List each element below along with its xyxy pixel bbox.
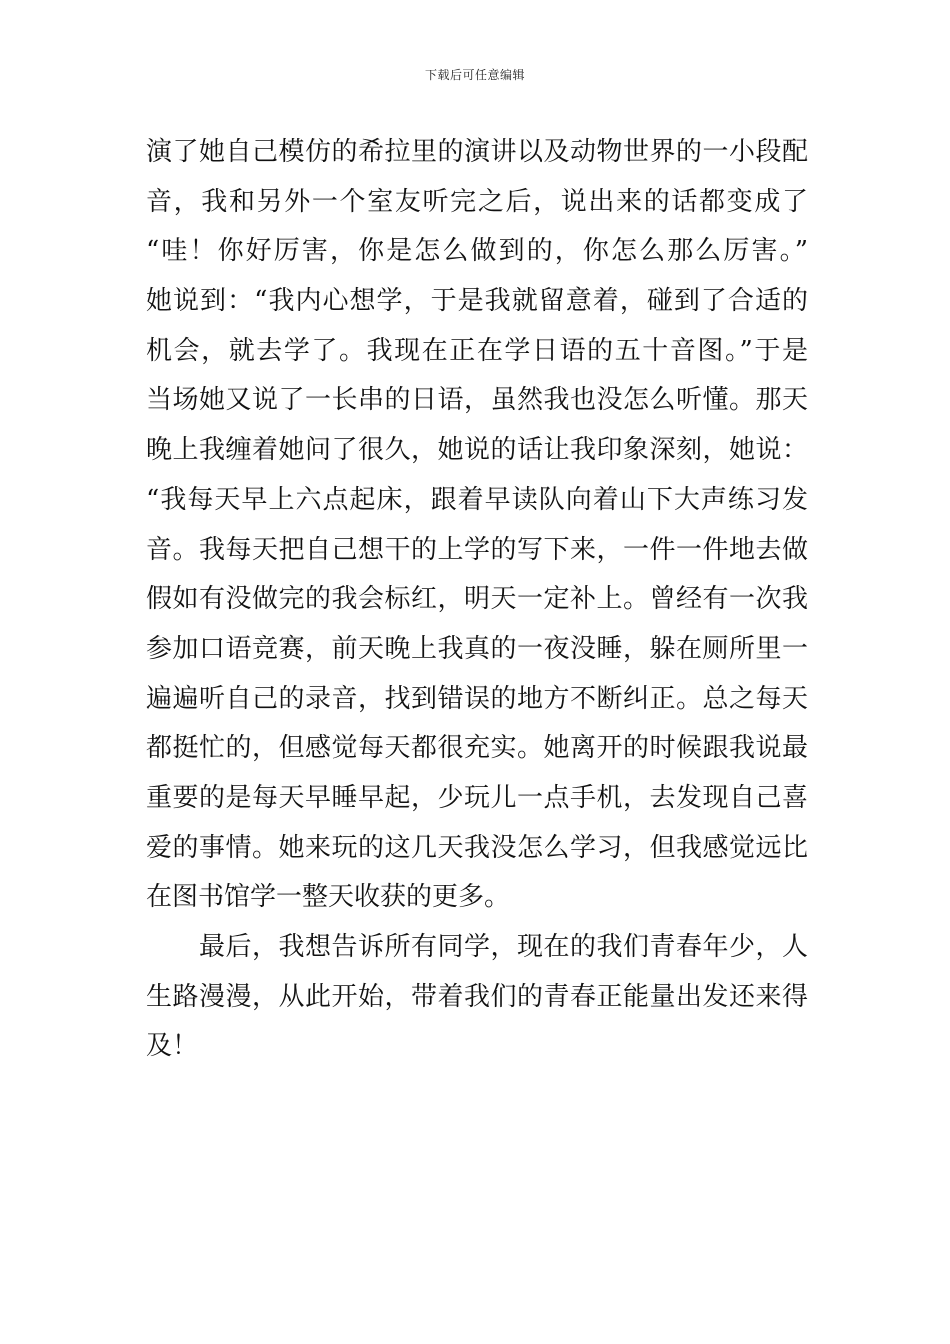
text-line: 最后，我想告诉所有同学，现在的我们青春年少，人 (146, 932, 808, 962)
text-line: 假如有没做完的我会标红，明天一定补上。曾经有一次我 (146, 584, 808, 615)
text-line: 重要的是每天早睡早起，少玩儿一点手机，去发现自己喜 (146, 782, 808, 813)
text-line: 及！ (146, 1031, 199, 1062)
text-line: 都挺忙的，但感觉每天都很充实。她离开的时候跟我说最 (146, 733, 808, 764)
text-line: 遍遍听自己的录音，找到错误的地方不断纠正。总之每天 (146, 683, 808, 714)
text-line: “我每天早上六点起床，跟着早读队向着山下大声练习发 (146, 484, 808, 515)
text-line: 音，我和另外一个室友听完之后，说出来的话都变成了 (146, 186, 808, 217)
text-line: 演了她自己模仿的希拉里的演讲以及动物世界的一小段配 (146, 137, 808, 167)
body-text (146, 128, 808, 1072)
text-line: 爱的事情。她来玩的这几天我没怎么学习，但我感觉远比 (146, 832, 808, 863)
text-line: 音。我每天把自己想干的上学的写下来，一件一件地去做 (146, 534, 808, 565)
text-line: 当场她又说了一长串的日语，虽然我也没怎么听懂。那天 (146, 385, 808, 416)
text-line: 机会，就去学了。我现在正在学日语的五十音图。”于是 (146, 335, 808, 366)
text-line: “哇！你好厉害，你是怎么做到的，你怎么那么厉害。” (146, 236, 808, 267)
text-line: 她说到：“我内心想学，于是我就留意着，碰到了合适的 (146, 286, 808, 317)
text-line: 晚上我缠着她问了很久，她说的话让我印象深刻，她说： (146, 435, 808, 466)
text-line: 在图书馆学一整天收获的更多。 (146, 882, 511, 913)
page-header: 下载后可任意编辑 (424, 68, 525, 82)
text-line: 生路漫漫，从此开始，带着我们的青春正能量出发还来得 (146, 981, 808, 1012)
paragraph-2 (146, 923, 808, 1072)
text-line: 参加口语竞赛，前天晚上我真的一夜没睡，躲在厕所里一 (146, 633, 808, 664)
paragraph-1 (146, 128, 808, 923)
